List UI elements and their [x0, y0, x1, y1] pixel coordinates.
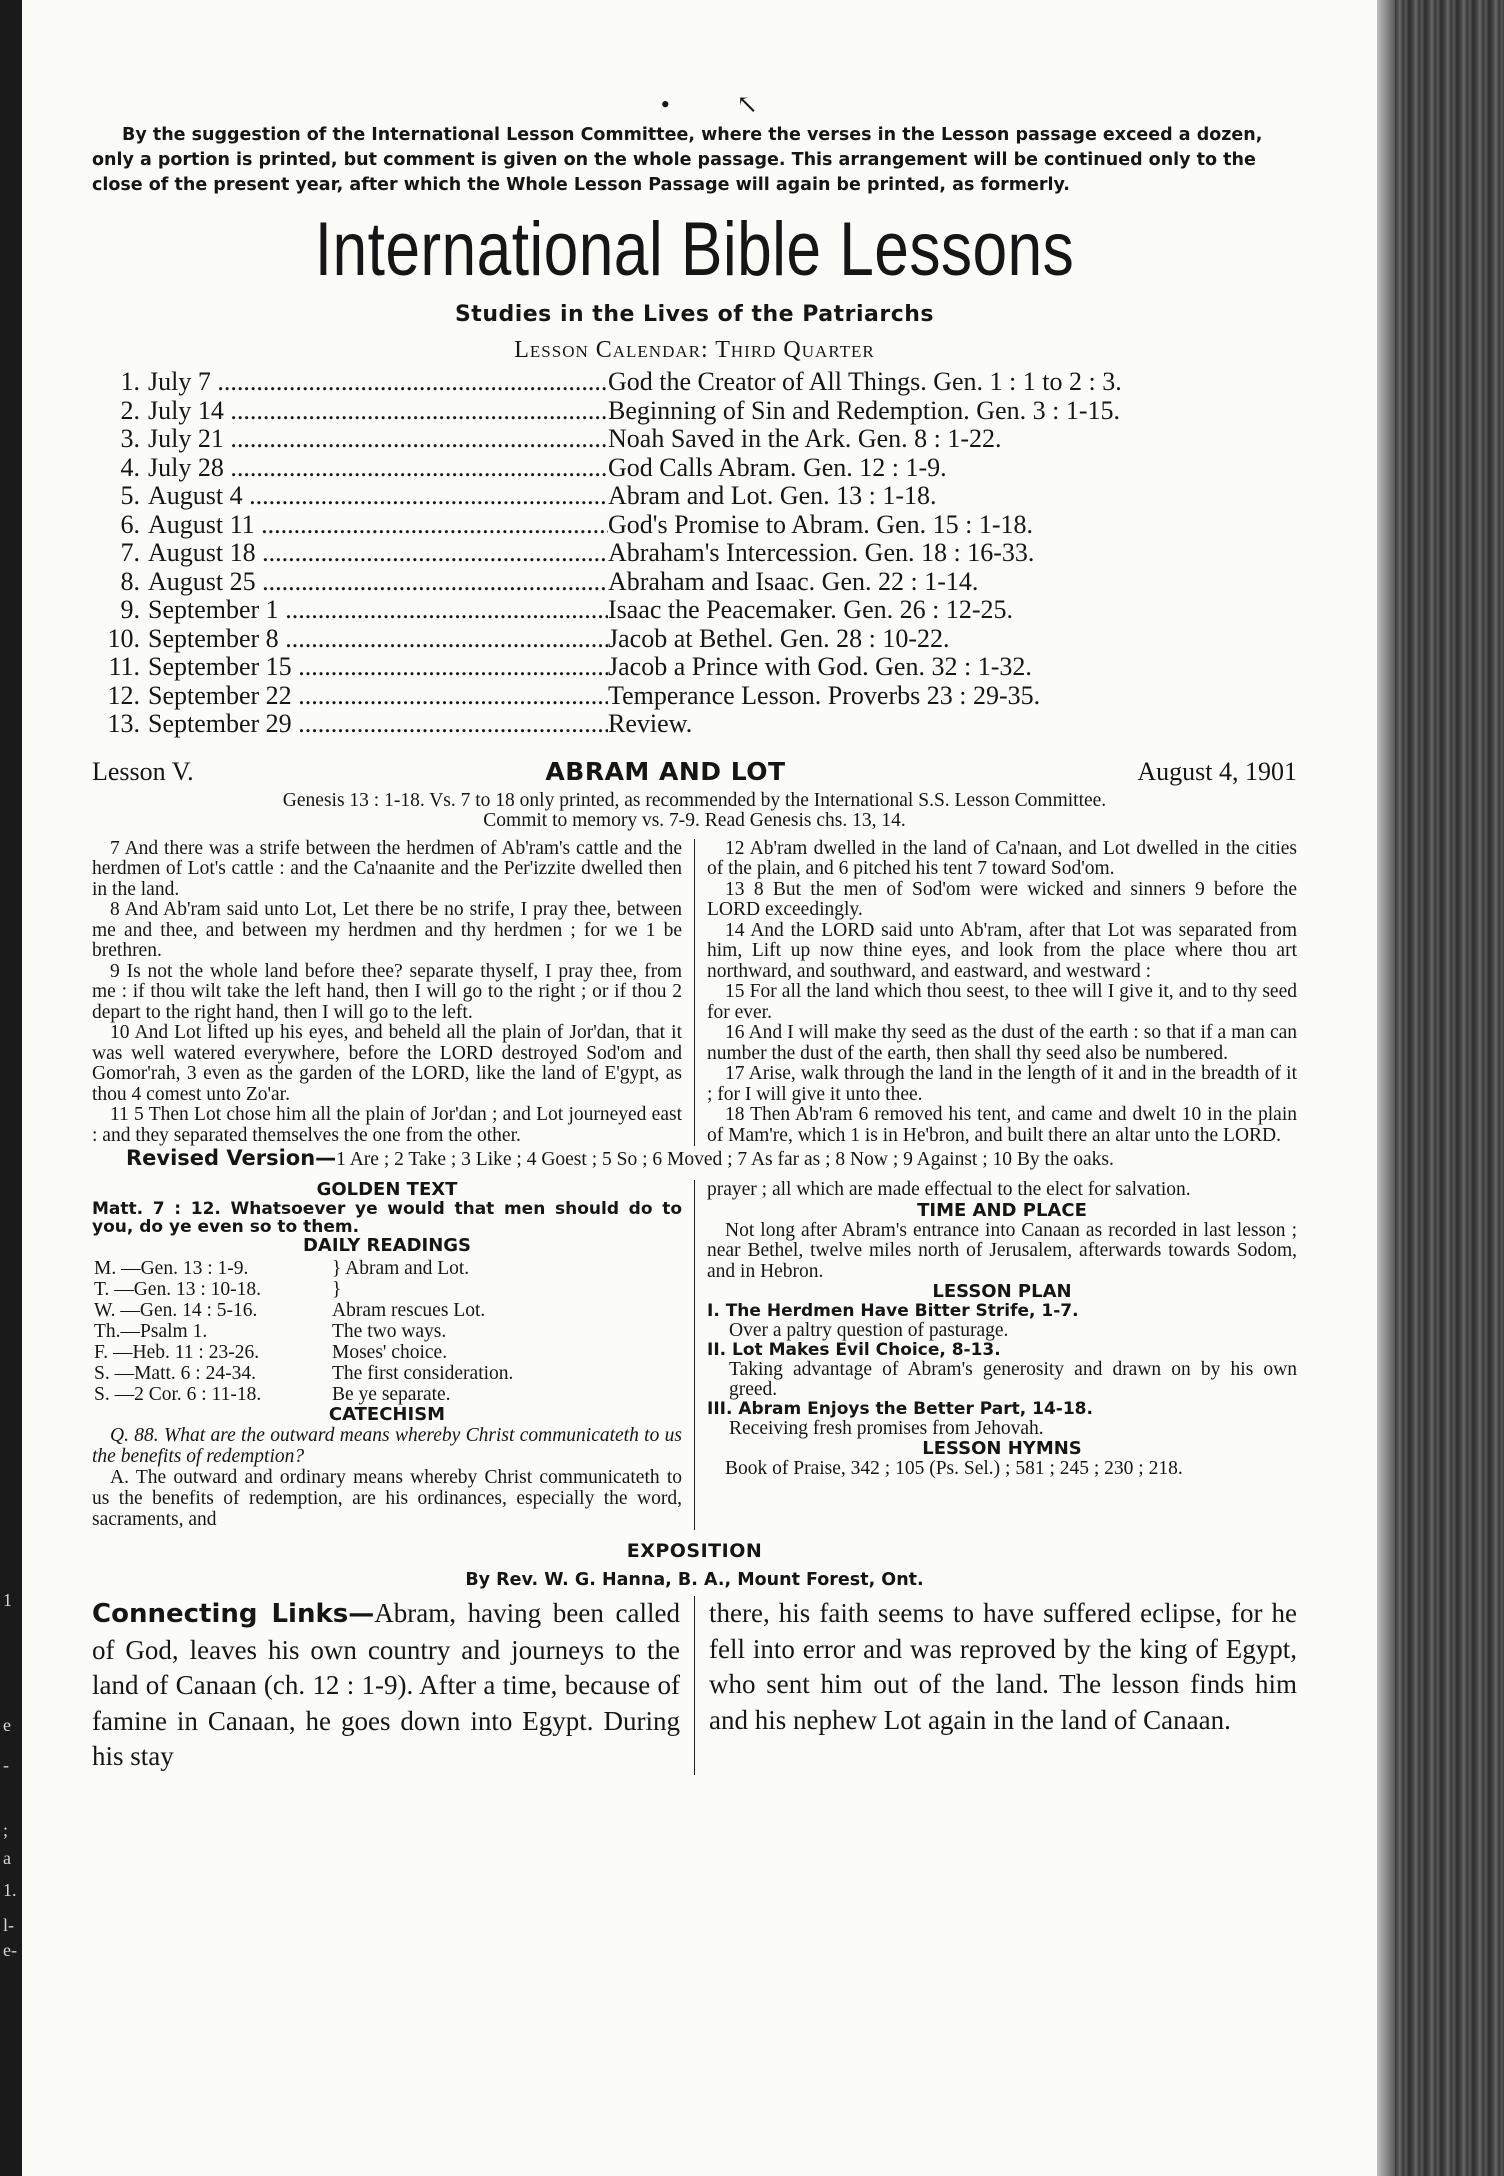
page-title: International Bible Lessons [314, 207, 1075, 292]
notice-paragraph [92, 123, 1297, 198]
catechism-heading: CATECHISM [328, 1404, 446, 1425]
reading-row: Th.—Psalm 1. The two ways. [94, 1321, 447, 1342]
plan-item-detail: Over a paltry question of pasturage. [729, 1320, 1009, 1341]
exposition-right-text: there, his faith seems to have suffered eclipse, for he fell into error and was reproved by the king of Egypt, who sent him out of the land. The lesson finds him and his nephew Lot again in the land of Canaan. [709, 1598, 1297, 1735]
lesson-date: August 4, 1901 [1137, 756, 1297, 786]
book-page [22, 0, 1377, 2176]
scripture-left-column [92, 839, 695, 1147]
top-mark: • ↖ [660, 90, 789, 119]
page-subtitle: Studies in the Lives of the Patriarchs [454, 302, 935, 327]
plan-item-title: I. The Herdmen Have Bitter Strife, 1-7. [707, 1301, 1079, 1321]
lesson-helps [92, 1180, 1297, 1530]
lesson-hymns-heading: LESSON HYMNS [922, 1438, 1082, 1459]
reading-row: W. —Gen. 14 : 5-16. Abram rescues Lot. [94, 1300, 486, 1321]
reading-row: M. —Gen. 13 : 1-9. } Abram and Lot. [94, 1258, 470, 1279]
calendar-row: 2. July 14 ..... Beginning of Sin and Redemption. Gen. 3 : 1-15. [92, 397, 1297, 426]
catechism-answer: A. The outward and ordinary means whereby Christ communicateth to us the benefits of redemption, are his ordinances, especially the word, sacraments, and [92, 1467, 682, 1530]
calendar-row: 7. August 18 ..... Abraham's Intercession. Gen. 18 : 16-33. [92, 539, 1297, 568]
calendar-row: 1. July 7 ..... God the Creator of All Things. Gen. 1 : 1 to 2 : 3. [92, 368, 1297, 397]
lesson-plan-heading: LESSON PLAN [932, 1281, 1072, 1302]
verse: 17 Arise, walk through the land in the length of it and in the breadth of it ; for I will give it unto thee. [707, 1063, 1297, 1105]
exposition-body [92, 1596, 1297, 1775]
plan-item-detail: Taking advantage of Abram's generosity and drawn on by his own greed. [729, 1359, 1297, 1400]
lesson-hymns-text: Book of Praise, 342 ; 105 (Ps. Sel.) ; 581 ; 245 ; 230 ; 218. [725, 1458, 1183, 1479]
calendar-title: Lesson Calendar: Third Quarter [514, 337, 875, 363]
lesson-calendar [92, 368, 1297, 739]
verse: 16 And I will make thy seed as the dust of the earth : so that if a man can number the dust of the earth, then shall thy seed also be numbered. [707, 1022, 1297, 1064]
verse: 10 And Lot lifted up his eyes, and beheld all the plain of Jor'dan, that it was well watered everywhere, before the LORD destroyed Sod'om and Gomor'rah, 3 even as the garden of the LORD, like the land of E'gypt, as thou 4 comest unto Zo'ar. [92, 1022, 682, 1105]
verse: 9 Is not the whole land before thee? separate thyself, I pray thee, from me : if thou wilt take the left hand, then I will go to the right ; or if thou 2 depart to the right hand, then I will go to the left. [92, 960, 682, 1023]
connecting-links-label: Connecting Links— [92, 1599, 375, 1629]
plan-item-title: II. Lot Makes Evil Choice, 8-13. [707, 1340, 1001, 1360]
exposition-author: By Rev. W. G. Hanna, B. A., Mount Forest, Ont. [465, 1570, 924, 1590]
revised-version-notes [92, 1148, 1297, 1170]
calendar-row: 3. July 21 ..... Noah Saved in the Ark. Gen. 8 : 1-22. [92, 425, 1297, 454]
calendar-row: 12. September 22 ..... Temperance Lesson. Proverbs 23 : 29-35. [92, 682, 1297, 711]
lesson-header [92, 757, 1297, 787]
calendar-row: 8. August 25 ..... Abraham and Isaac. Gen. 22 : 1-14. [92, 568, 1297, 597]
verse: 11 5 Then Lot chose him all the plain of Jor'dan ; and Lot journeyed east : and they separated themselves the one from the other. [92, 1104, 682, 1146]
reading-row: S. —2 Cor. 6 : 11-18. Be ye separate. [94, 1384, 451, 1405]
reading-row: F. —Heb. 11 : 23-26. Moses' choice. [94, 1342, 448, 1363]
plan-item-detail: Receiving fresh promises from Jehovah. [729, 1418, 1044, 1439]
golden-text-heading: GOLDEN TEXT [316, 1179, 458, 1200]
scripture-passage [92, 839, 1297, 1147]
calendar-row: 6. August 11 ..... God's Promise to Abram. Gen. 15 : 1-18. [92, 511, 1297, 540]
reading-row: S. —Matt. 6 : 24-34. The first consideration. [94, 1363, 514, 1384]
exposition-heading: EXPOSITION [626, 1540, 763, 1562]
helps-left-column [92, 1180, 695, 1530]
catechism-question: Q. 88. What are the outward means whereby Christ communicateth to us the benefits of redemption? [92, 1425, 682, 1467]
verse: 18 Then Ab'ram 6 removed his tent, and came and dwelt 10 in the plain of Mam're, which 1 is in He'bron, and built there an altar unto the LORD. [707, 1104, 1297, 1146]
catechism-answer-continued: prayer ; all which are made effectual to the elect for salvation. [707, 1179, 1191, 1200]
lesson-reference [92, 791, 1297, 831]
daily-readings-heading: DAILY READINGS [302, 1235, 472, 1256]
notice-text: By the suggestion of the International Lesson Committee, where the verses in the Lesson passage exceed a dozen, only a portion is printed, but comment is given on the whole passage. This arrangement will be continued only to the close of the present year, after which the Whole Lesson Passage will again be printed, as formerly. [92, 125, 1263, 195]
calendar-row: 10. September 8 ..... Jacob at Bethel. Gen. 28 : 10-22. [92, 625, 1297, 654]
exposition-right-column [695, 1596, 1297, 1775]
verse: 7 And there was a strife between the herdmen of Ab'ram's cattle and the herdmen of Lot's cattle : and the Ca'naanite and the Per'izzite dwelled then in the land. [92, 837, 682, 900]
revised-version-label: Revised Version— [126, 1146, 337, 1170]
reading-row: T. —Gen. 13 : 10-18. } [94, 1279, 342, 1300]
verse: 15 For all the land which thou seest, to thee will I give it, and to thy seed for ever. [707, 981, 1297, 1023]
lesson-reference-line: Genesis 13 : 1-18. Vs. 7 to 18 only printed, as recommended by the International S.S. Lesson Committee. [282, 789, 1107, 811]
verse: 13 8 But the men of Sod'om were wicked and sinners 9 before the LORD exceedingly. [707, 878, 1297, 920]
calendar-row: 9. September 1 ..... Isaac the Peacemaker. Gen. 26 : 12-25. [92, 596, 1297, 625]
verse: 14 And the LORD said unto Ab'ram, after that Lot was separated from him, Lift up now thine eyes, and look from the place where thou art northward, and southward, and eastward, and westward : [707, 919, 1297, 982]
exposition-left-column [92, 1596, 695, 1775]
page-content [92, 90, 1297, 1775]
calendar-row: 4. July 28 ..... God Calls Abram. Gen. 12 : 1-9. [92, 454, 1297, 483]
verse: 8 And Ab'ram said unto Lot, Let there be no strife, I pray thee, between me and thee, and between my herdmen and thy herdmen ; for we 1 be brethren. [92, 899, 682, 961]
revised-version-text: 1 Are ; 2 Take ; 3 Like ; 4 Goest ; 5 So ; 6 Moved ; 7 As far as ; 8 Now ; 9 Against ; 10 By the oaks. [336, 1149, 1114, 1170]
lesson-plan [707, 1302, 1297, 1439]
verse: 12 Ab'ram dwelled in the land of Ca'naan, and Lot dwelled in the cities of the plain, and 6 pitched his tent 7 toward Sod'om. [707, 837, 1297, 879]
catechism [92, 1425, 682, 1530]
daily-readings [92, 1258, 682, 1405]
exposition-left-text: Abram, having been called of God, leaves his own country and journeys to the land of Canaan (ch. 12 : 1-9). After a time, because of famine in Canaan, he goes down into Egypt. During his stay [92, 1598, 681, 1771]
lesson-number: Lesson V. [92, 756, 194, 786]
time-place-heading: TIME AND PLACE [917, 1199, 1087, 1221]
time-place-text: Not long after Abram's entrance into Canaan as recorded in last lesson ; near Bethel, twelve miles north of Jerusalem, afterwards towards Sodom, and in Hebron. [707, 1219, 1297, 1282]
golden-text: Matt. 7 : 12. Whatsoever ye would that men should do to you, do ye even so to them. [92, 1199, 682, 1237]
calendar-row: 13. September 29 ..... Review. [92, 710, 1297, 739]
adjacent-page-fragment: 1 e - ; a 1. l- e- [3, 1590, 17, 1960]
helps-right-column [695, 1180, 1297, 1530]
lesson-reference-line: Commit to memory vs. 7-9. Read Genesis chs. 13, 14. [483, 809, 906, 831]
calendar-row: 5. August 4 ..... Abram and Lot. Gen. 13 : 1-18. [92, 482, 1297, 511]
plan-item-title: III. Abram Enjoys the Better Part, 14-18. [707, 1399, 1093, 1419]
calendar-row: 11. September 15 ..... Jacob a Prince with God. Gen. 32 : 1-32. [92, 653, 1297, 682]
book-page-edges [1377, 0, 1504, 2176]
lesson-title: ABRAM AND LOT [545, 756, 786, 786]
scripture-right-column [695, 839, 1297, 1147]
